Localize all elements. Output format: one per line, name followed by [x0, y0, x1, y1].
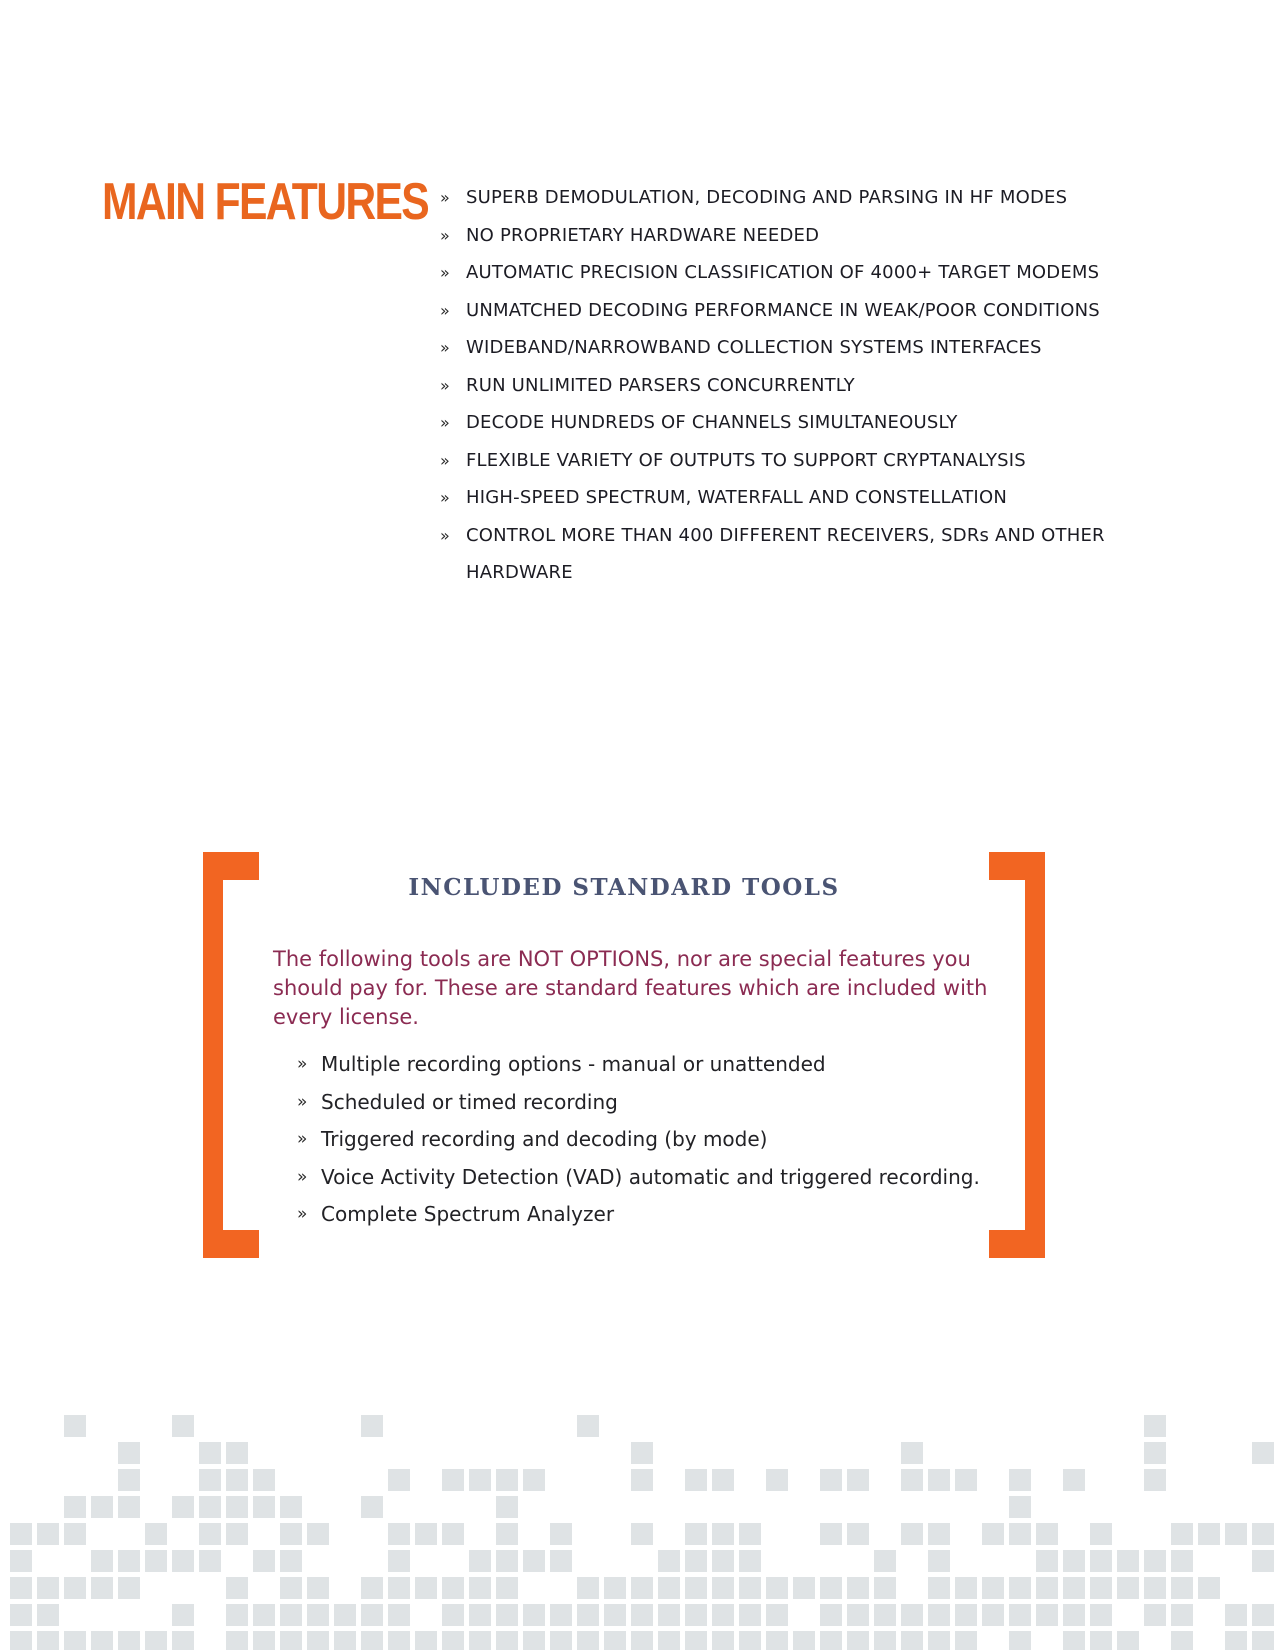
- bullet-icon: »: [440, 525, 450, 545]
- decorative-tile: [226, 1442, 248, 1464]
- decorative-tile: [307, 1631, 329, 1650]
- decorative-tile: [550, 1604, 572, 1626]
- decorative-tile: [1171, 1604, 1193, 1626]
- decorative-tile: [1009, 1631, 1031, 1650]
- decorative-tile: [928, 1631, 950, 1650]
- decorative-tile: [847, 1469, 869, 1491]
- decorative-tile: [145, 1523, 167, 1545]
- decorative-tile: [199, 1523, 221, 1545]
- decorative-tile: [442, 1604, 464, 1626]
- decorative-tile: [1252, 1631, 1274, 1650]
- decorative-tile: [172, 1496, 194, 1518]
- decorative-tile: [685, 1550, 707, 1572]
- decorative-tile: [361, 1496, 383, 1518]
- decorative-tile: [874, 1550, 896, 1572]
- decorative-tile: [739, 1604, 761, 1626]
- decorative-tile: [955, 1577, 977, 1599]
- decorative-tile: [928, 1469, 950, 1491]
- decorative-tile: [37, 1577, 59, 1599]
- decorative-tile: [1252, 1523, 1274, 1545]
- decorative-tile: [1225, 1604, 1247, 1626]
- decorative-tile: [1252, 1604, 1274, 1626]
- list-item: » WIDEBAND/NARROWBAND COLLECTION SYSTEMS INTERFACES: [466, 329, 1166, 367]
- list-item: » RUN UNLIMITED PARSERS CONCURRENTLY: [466, 367, 1166, 405]
- decorative-tile: [658, 1577, 680, 1599]
- decorative-tile: [1144, 1415, 1166, 1437]
- decorative-tile: [10, 1604, 32, 1626]
- bullet-icon: »: [297, 1091, 308, 1112]
- decorative-tile: [631, 1442, 653, 1464]
- decorative-tile: [64, 1496, 86, 1518]
- decorative-tile: [442, 1469, 464, 1491]
- decorative-tile: [1009, 1496, 1031, 1518]
- decorative-tile: [280, 1604, 302, 1626]
- decorative-tile: [577, 1415, 599, 1437]
- decorative-tile: [1009, 1577, 1031, 1599]
- decorative-tile: [37, 1631, 59, 1650]
- bullet-icon: »: [440, 488, 450, 507]
- decorative-tile: [388, 1469, 410, 1491]
- decorative-tile: [118, 1442, 140, 1464]
- decorative-tile: [226, 1631, 248, 1650]
- decorative-tile: [631, 1631, 653, 1650]
- left-bracket: [203, 852, 259, 1258]
- decorative-tile: [91, 1577, 113, 1599]
- decorative-tile: [280, 1523, 302, 1545]
- decorative-tile: [820, 1469, 842, 1491]
- decorative-tile: [901, 1523, 923, 1545]
- list-item: » HIGH-SPEED SPECTRUM, WATERFALL AND CONSTELLATION: [466, 479, 1166, 517]
- decorative-tile: [226, 1469, 248, 1491]
- decorative-tile: [739, 1577, 761, 1599]
- bullet-icon: »: [440, 263, 450, 282]
- decorative-tile: [820, 1523, 842, 1545]
- decorative-tile: [307, 1523, 329, 1545]
- decorative-tile: [172, 1550, 194, 1572]
- decorative-tile: [1198, 1577, 1220, 1599]
- decorative-tile: [199, 1550, 221, 1572]
- decorative-tile: [226, 1523, 248, 1545]
- decorative-tile: [226, 1604, 248, 1626]
- decorative-tile: [415, 1631, 437, 1650]
- decorative-tile: [982, 1523, 1004, 1545]
- decorative-tile: [523, 1631, 545, 1650]
- decorative-tile: [820, 1631, 842, 1650]
- decorative-tile: [496, 1631, 518, 1650]
- decorative-tile: [1117, 1550, 1139, 1572]
- decorative-tile: [280, 1577, 302, 1599]
- decorative-tile: [145, 1550, 167, 1572]
- decorative-tile: [64, 1523, 86, 1545]
- decorative-tile: [1063, 1604, 1085, 1626]
- decorative-tile: [1063, 1631, 1085, 1650]
- decorative-tile: [253, 1496, 275, 1518]
- decorative-tile: [685, 1577, 707, 1599]
- decorative-tile: [901, 1442, 923, 1464]
- decorative-tile: [901, 1604, 923, 1626]
- decorative-tile: [118, 1469, 140, 1491]
- decorative-tile: [442, 1577, 464, 1599]
- decorative-tile: [766, 1604, 788, 1626]
- decorative-tile: [739, 1550, 761, 1572]
- decorative-tile: [145, 1631, 167, 1650]
- decorative-tile: [253, 1631, 275, 1650]
- list-item: » Scheduled or timed recording: [321, 1084, 1001, 1122]
- decorative-tile: [874, 1577, 896, 1599]
- bullet-icon: »: [440, 225, 450, 245]
- decorative-tile: [388, 1523, 410, 1545]
- decorative-tile: [793, 1631, 815, 1650]
- decorative-tile: [307, 1604, 329, 1626]
- decorative-tile: [1117, 1577, 1139, 1599]
- decorative-tile: [631, 1604, 653, 1626]
- decorative-tile: [361, 1631, 383, 1650]
- decorative-tile: [442, 1631, 464, 1650]
- standard-tools-intro: The following tools are NOT OPTIONS, nor are special features you should pay for. These are standard features which are included with every license.: [273, 947, 988, 1029]
- decorative-tile: [631, 1577, 653, 1599]
- decorative-tile: [955, 1631, 977, 1650]
- decorative-tile: [91, 1496, 113, 1518]
- list-item: » Triggered recording and decoding (by mode): [321, 1121, 1001, 1159]
- bullet-icon: »: [440, 375, 450, 395]
- decorative-tile: [280, 1550, 302, 1572]
- bullet-icon: »: [440, 300, 450, 320]
- decorative-tile: [469, 1604, 491, 1626]
- decorative-tile: [901, 1469, 923, 1491]
- decorative-tile: [928, 1604, 950, 1626]
- decorative-tile: [388, 1550, 410, 1572]
- decorative-tile: [631, 1469, 653, 1491]
- decorative-tile: [658, 1550, 680, 1572]
- decorative-tile: [1198, 1523, 1220, 1545]
- decorative-tile: [955, 1604, 977, 1626]
- decorative-tile: [550, 1523, 572, 1545]
- decorative-tile: [172, 1604, 194, 1626]
- decorative-tile: [550, 1631, 572, 1650]
- decorative-tile: [550, 1550, 572, 1572]
- bullet-icon: »: [440, 338, 450, 357]
- bullet-icon: »: [297, 1129, 308, 1149]
- list-item: » Multiple recording options - manual or unattended: [321, 1046, 1001, 1084]
- decorative-tile: [685, 1523, 707, 1545]
- decorative-tile: [1090, 1523, 1112, 1545]
- decorative-tile: [955, 1469, 977, 1491]
- list-item: » DECODE HUNDREDS OF CHANNELS SIMULTANEOUSLY: [466, 404, 1166, 442]
- decorative-tile: [10, 1577, 32, 1599]
- decorative-tile: [928, 1550, 950, 1572]
- decorative-tile: [820, 1604, 842, 1626]
- decorative-tile: [469, 1550, 491, 1572]
- decorative-tile: [253, 1469, 275, 1491]
- decorative-tile: [496, 1496, 518, 1518]
- decorative-tile: [496, 1577, 518, 1599]
- decorative-tile: [388, 1604, 410, 1626]
- decorative-tile: [388, 1631, 410, 1650]
- decorative-tile: [10, 1631, 32, 1650]
- bullet-icon: »: [440, 450, 450, 470]
- bullet-icon: »: [440, 413, 450, 432]
- decorative-tile: [199, 1496, 221, 1518]
- decorative-tile: [361, 1415, 383, 1437]
- decorative-tile: [118, 1631, 140, 1650]
- decorative-tile: [334, 1631, 356, 1650]
- decorative-tile: [847, 1604, 869, 1626]
- decorative-tile: [1063, 1577, 1085, 1599]
- decorative-tile: [64, 1577, 86, 1599]
- decorative-tile: [1171, 1577, 1193, 1599]
- decorative-tile: [361, 1604, 383, 1626]
- list-item: » FLEXIBLE VARIETY OF OUTPUTS TO SUPPORT CRYPTANALYSIS: [466, 442, 1166, 480]
- decorative-tile: [91, 1550, 113, 1572]
- decorative-tile: [604, 1631, 626, 1650]
- decorative-tile: [253, 1550, 275, 1572]
- decorative-tile: [37, 1604, 59, 1626]
- decorative-tile: [820, 1577, 842, 1599]
- decorative-tile: [280, 1631, 302, 1650]
- bullet-icon: »: [297, 1166, 308, 1187]
- decorative-tile: [874, 1604, 896, 1626]
- bullet-icon: »: [440, 188, 450, 207]
- decorative-tile: [739, 1523, 761, 1545]
- decorative-tile: [496, 1550, 518, 1572]
- decorative-tile: [415, 1577, 437, 1599]
- decorative-tile: [415, 1523, 437, 1545]
- decorative-tile: [1171, 1631, 1193, 1650]
- decorative-tile: [874, 1631, 896, 1650]
- decorative-tile: [226, 1496, 248, 1518]
- decorative-tile: [631, 1523, 653, 1545]
- decorative-tile: [91, 1631, 113, 1650]
- list-item: » CONTROL MORE THAN 400 DIFFERENT RECEIVERS, SDRs AND OTHER HARDWARE: [466, 517, 1166, 592]
- decorative-tile: [1117, 1631, 1139, 1650]
- decorative-tile: [793, 1577, 815, 1599]
- decorative-tile: [1090, 1577, 1112, 1599]
- main-features-list: [440, 179, 1166, 592]
- decorative-tile: [1144, 1604, 1166, 1626]
- decorative-tile: [307, 1577, 329, 1599]
- bullet-icon: »: [297, 1204, 308, 1224]
- decorative-tile: [1252, 1442, 1274, 1464]
- decorative-tile: [658, 1604, 680, 1626]
- decorative-tile: [1171, 1523, 1193, 1545]
- decorative-tile: [766, 1577, 788, 1599]
- decorative-tile: [1225, 1523, 1247, 1545]
- decorative-tile: [712, 1523, 734, 1545]
- decorative-tile: [469, 1469, 491, 1491]
- list-item: » Voice Activity Detection (VAD) automatic and triggered recording.: [321, 1159, 1001, 1197]
- decorative-tile: [1171, 1550, 1193, 1572]
- decorative-tile: [712, 1469, 734, 1491]
- decorative-tile: [847, 1577, 869, 1599]
- decorative-tile: [10, 1550, 32, 1572]
- decorative-tile: [577, 1631, 599, 1650]
- decorative-tile: [712, 1577, 734, 1599]
- decorative-tile: [1225, 1631, 1247, 1650]
- decorative-tile: [442, 1523, 464, 1545]
- decorative-tile: [496, 1523, 518, 1545]
- decorative-tile: [334, 1604, 356, 1626]
- list-item: » SUPERB DEMODULATION, DECODING AND PARSING IN HF MODES: [466, 179, 1166, 217]
- decorative-tile: [712, 1550, 734, 1572]
- decorative-tile: [64, 1415, 86, 1437]
- decorative-tile: [10, 1523, 32, 1545]
- list-item: » AUTOMATIC PRECISION CLASSIFICATION OF 4000+ TARGET MODEMS: [466, 254, 1166, 292]
- decorative-tile: [172, 1415, 194, 1437]
- decorative-tile: [118, 1550, 140, 1572]
- decorative-tile: [469, 1577, 491, 1599]
- decorative-tile: [1009, 1523, 1031, 1545]
- decorative-tile: [1036, 1604, 1058, 1626]
- decorative-tile: [1144, 1469, 1166, 1491]
- decorative-tile: [523, 1604, 545, 1626]
- decorative-tile: [982, 1577, 1004, 1599]
- decorative-tile: [1144, 1442, 1166, 1464]
- decorative-tile: [523, 1550, 545, 1572]
- decorative-tile: [847, 1523, 869, 1545]
- decorative-tile: [712, 1631, 734, 1650]
- decorative-tile-pattern: [0, 1410, 1275, 1650]
- decorative-tile: [901, 1631, 923, 1650]
- decorative-tile: [1144, 1550, 1166, 1572]
- decorative-tile: [847, 1631, 869, 1650]
- standard-tools-list: [297, 1046, 1001, 1234]
- decorative-tile: [496, 1604, 518, 1626]
- decorative-tile: [361, 1577, 383, 1599]
- decorative-tile: [1252, 1550, 1274, 1572]
- decorative-tile: [1036, 1577, 1058, 1599]
- decorative-tile: [118, 1577, 140, 1599]
- decorative-tile: [280, 1496, 302, 1518]
- decorative-tile: [1036, 1550, 1058, 1572]
- decorative-tile: [766, 1631, 788, 1650]
- decorative-tile: [199, 1442, 221, 1464]
- list-item: » NO PROPRIETARY HARDWARE NEEDED: [466, 217, 1166, 255]
- decorative-tile: [766, 1469, 788, 1491]
- decorative-tile: [604, 1577, 626, 1599]
- decorative-tile: [118, 1496, 140, 1518]
- bullet-icon: »: [297, 1054, 308, 1074]
- decorative-tile: [685, 1469, 707, 1491]
- decorative-tile: [64, 1631, 86, 1650]
- decorative-tile: [226, 1577, 248, 1599]
- list-item: » UNMATCHED DECODING PERFORMANCE IN WEAK/POOR CONDITIONS: [466, 292, 1166, 330]
- decorative-tile: [712, 1604, 734, 1626]
- decorative-tile: [1090, 1604, 1112, 1626]
- decorative-tile: [1009, 1469, 1031, 1491]
- decorative-tile: [1090, 1631, 1112, 1650]
- decorative-tile: [199, 1469, 221, 1491]
- decorative-tile: [577, 1577, 599, 1599]
- main-features-title: MAIN FEATURES: [102, 173, 429, 231]
- list-item: » Complete Spectrum Analyzer: [321, 1196, 1001, 1234]
- decorative-tile: [1036, 1523, 1058, 1545]
- decorative-tile: [523, 1469, 545, 1491]
- decorative-tile: [739, 1631, 761, 1650]
- decorative-tile: [685, 1631, 707, 1650]
- decorative-tile: [388, 1577, 410, 1599]
- decorative-tile: [37, 1523, 59, 1545]
- decorative-tile: [469, 1631, 491, 1650]
- standard-tools-title: INCLUDED STANDARD TOOLS: [408, 874, 840, 901]
- decorative-tile: [1063, 1469, 1085, 1491]
- decorative-tile: [685, 1604, 707, 1626]
- decorative-tile: [928, 1577, 950, 1599]
- decorative-tile: [1063, 1550, 1085, 1572]
- decorative-tile: [496, 1469, 518, 1491]
- decorative-tile: [253, 1604, 275, 1626]
- decorative-tile: [604, 1604, 626, 1626]
- decorative-tile: [1144, 1577, 1166, 1599]
- decorative-tile: [658, 1631, 680, 1650]
- decorative-tile: [982, 1604, 1004, 1626]
- decorative-tile: [1090, 1550, 1112, 1572]
- decorative-tile: [172, 1631, 194, 1650]
- decorative-tile: [1009, 1604, 1031, 1626]
- decorative-tile: [577, 1604, 599, 1626]
- decorative-tile: [928, 1523, 950, 1545]
